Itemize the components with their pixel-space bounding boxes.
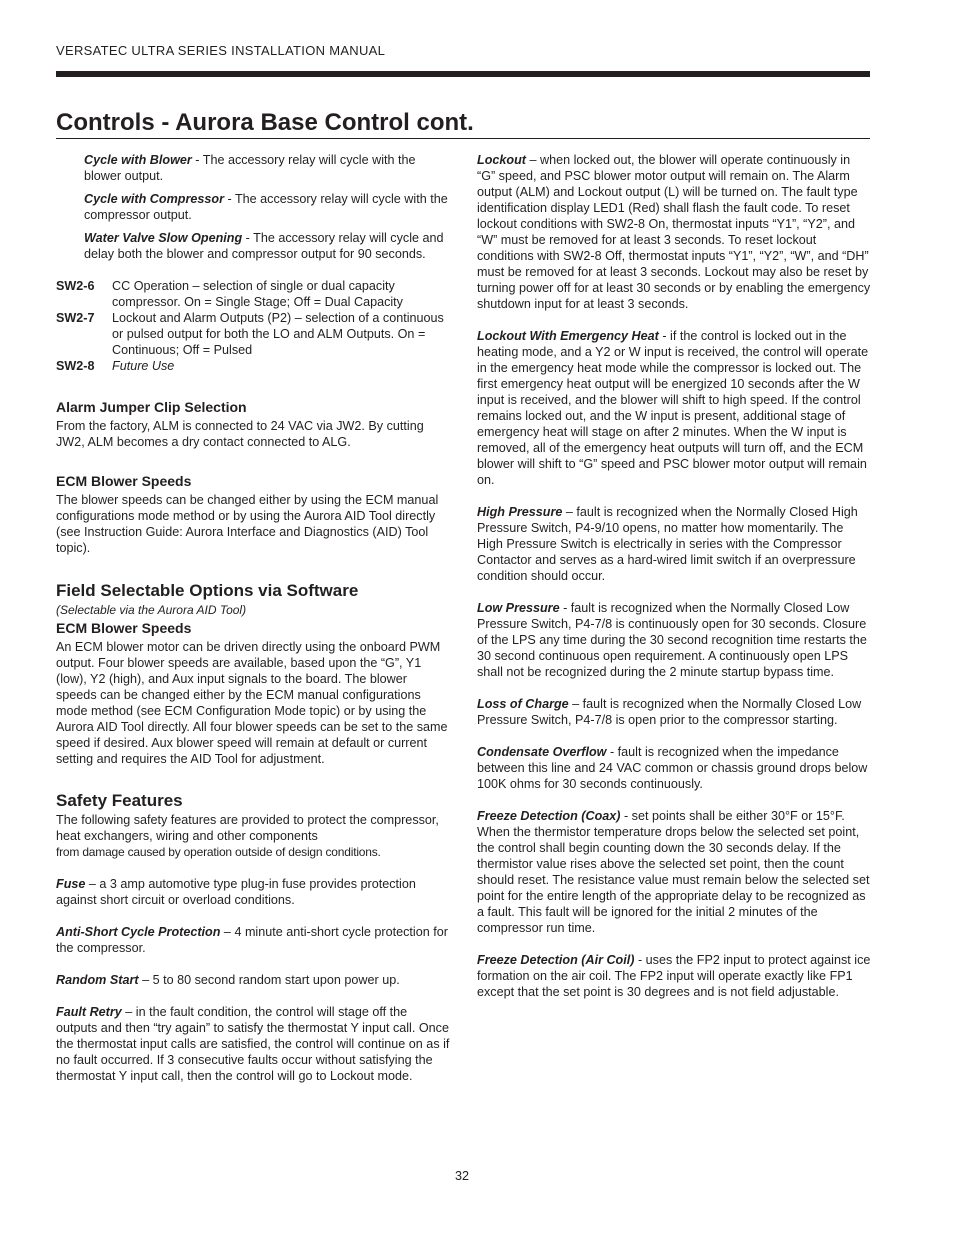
term: Anti-Short Cycle Protection	[56, 925, 221, 939]
section-heading: Alarm Jumper Clip Selection	[56, 399, 247, 415]
definition: - if the control is locked out in the heating mode, and a Y2 or W input is received, the control will operate in the emergency heat mode while the compressor is locked out. The first emergency heat output will be energized 10 seconds after the W input is received, and the blower will shift to high speed. If the control remains locked out, and the W input is present, additional stage of emergency heat will stage on after 2 minutes. When the W input is removed, all of the emergency heat outputs will turn off, and the ECM blower will shift to “G” speed and PSC blower motor output will remain on.	[477, 329, 869, 487]
definition: - fault is recognized when the impedance between this line and 24 VAC common or chassis ground drops below 100K ohms for 30 seconds continuously.	[477, 745, 868, 791]
switch-row	[56, 310, 450, 358]
feature-item	[477, 328, 871, 488]
term: Loss of Charge	[477, 697, 569, 711]
definition: - The accessory relay will cycle with the compressor output.	[84, 192, 448, 222]
feature-item	[56, 1004, 450, 1084]
term: Freeze Detection (Air Coil)	[477, 953, 635, 967]
feature-item	[477, 504, 871, 584]
definition: – fault is recognized when the Normally Closed High Pressure Switch, P4-9/10 opens, no matter how momentarily. The High Pressure Switch is electrically in series with the Compressor Contactor and serves as a hard-wired limit switch if an overpressure condition should occur.	[477, 505, 858, 583]
paragraph: The blower speeds can be changed either by using the ECM manual configurations mode method or by using the Aurora AID Tool directly (see Instruction Guide: Aurora Interface and Diagnostics (AID) Tool topic).	[56, 493, 439, 555]
term: Fault Retry	[56, 1005, 122, 1019]
page-number: 32	[454, 1169, 469, 1183]
definition: - uses the FP2 input to protect against ice formation on the air coil. The FP2 input will operate exactly like FP1 except that the set point is 30 degrees and is not field adjustable.	[477, 953, 871, 999]
feature-item	[477, 696, 871, 728]
switch-row	[56, 278, 450, 310]
feature-item	[477, 744, 871, 792]
switch-list	[56, 278, 450, 374]
accessory-item	[56, 152, 450, 184]
feature-item	[56, 972, 450, 988]
switch-desc: CC Operation – selection of single or dual capacity compressor. On = Single Stage; Off = Dual Capacity	[112, 279, 403, 309]
term: Condensate Overflow	[477, 745, 607, 759]
running-header: VERSATEC ULTRA SERIES INSTALLATION MANUAL	[56, 43, 386, 58]
term: Cycle with Blower	[84, 153, 192, 167]
term: Cycle with Compressor	[84, 192, 224, 206]
term: Low Pressure	[477, 601, 560, 615]
feature-item	[477, 152, 871, 312]
page-title: Controls - Aurora Base Control cont.	[56, 108, 870, 139]
safety-intro: The following safety features are provided to protect the compressor, heat exchangers, wiring and other components	[56, 813, 439, 843]
section-heading: Safety Features	[56, 791, 183, 810]
left-column	[56, 152, 450, 1084]
feature-item	[56, 924, 450, 956]
switch-key: SW2-6	[56, 279, 95, 293]
term: Freeze Detection (Coax)	[477, 809, 621, 823]
term: Lockout	[477, 153, 526, 167]
paragraph	[56, 812, 450, 860]
definition: – in the fault condition, the control will stage off the outputs and then “try again” to satisfy the thermostat Y input call. Once the thermostat input calls are satisfied, the control will continue on as if no fault occurred. If 3 consecutive faults occur without satisfying the thermostat Y input call, then the control will go to Lockout mode.	[56, 1005, 450, 1083]
switch-key: SW2-8	[56, 359, 95, 373]
section-heading: ECM Blower Speeds	[56, 620, 192, 636]
definition: - fault is recognized when the Normally Closed Low Pressure Switch, P4-7/8 is continuously open for 30 seconds. Closure of the LPS any time during the 30 second recognition time restarts the 30 second continuous open requirement. A continuously open LPS shall not be recognized during the 2 minute startup bypass time.	[477, 601, 867, 679]
subtitle: (Selectable via the Aurora AID Tool)	[56, 603, 247, 617]
definition: – a 3 amp automotive type plug-in fuse provides protection against short circuit or overload conditions.	[56, 877, 416, 907]
section-heading: ECM Blower Speeds	[56, 473, 192, 489]
paragraph: An ECM blower motor can be driven directly using the onboard PWM output. Four blower speeds are available, based upon the “G”, Y1 (low), Y2 (high), and Aux input signals to the board. The blower speeds can be changed either by the ECM manual configurations mode method (see ECM Configuration Mode topic) or by using the Aurora AID Tool directly. All four blower speeds can be set to the same speed if desired. Aux blower speed will remain at default or current setting and requires the AID Tool for adjustment.	[56, 640, 448, 766]
definition: – when locked out, the blower will operate continuously in “G” speed, and PSC blower motor output will remain on. The Alarm output (ALM) and Lockout output (L) will be turned on. The fault type identification display LED1 (Red) shall flash the fault code. To reset lockout conditions with SW2-8 On, thermostat inputs “Y1”, “Y2”, and “W” must be removed for at least 3 seconds. To reset lockout conditions with SW2-8 Off, thermostat inputs “Y1”, “Y2”, “W”, and “DH” must be removed for at least 3 seconds. Lockout may also be reset by turning power off for at least 30 seconds or by enabling the emergency shutdown input for at least 3 seconds.	[477, 153, 871, 311]
definition: - set points shall be either 30°F or 15°F. When the thermistor temperature drops below the selected set point, the control shall begin counting down the 30 seconds delay. If the thermistor value rises above the selected set point, then the count should reset. The resistance value must remain below the selected set point for the entire length of the appropriate delay to be recognized as a fault. This fault will be ignored for the initial 2 minutes of the compressor run time.	[477, 809, 870, 935]
definition: - The accessory relay will cycle with the blower output.	[84, 153, 416, 183]
section-heading: Field Selectable Options via Software	[56, 581, 359, 600]
feature-item	[477, 952, 871, 1000]
switch-key: SW2-7	[56, 311, 95, 325]
term: Lockout With Emergency Heat	[477, 329, 659, 343]
switch-desc: Future Use	[112, 359, 175, 373]
feature-item	[477, 808, 871, 936]
header-rule	[56, 71, 870, 77]
paragraph: From the factory, ALM is connected to 24 VAC via JW2. By cutting JW2, ALM becomes a dry contact connected to ALG.	[56, 419, 424, 449]
accessory-item	[56, 191, 450, 223]
accessory-item	[56, 230, 450, 262]
term: Water Valve Slow Opening	[84, 231, 243, 245]
definition: - The accessory relay will cycle and delay both the blower and compressor output for 90 seconds.	[84, 231, 444, 261]
definition: – fault is recognized when the Normally Closed Low Pressure Switch, P4-7/8 is open prior to the compressor starting.	[477, 697, 862, 727]
term: High Pressure	[477, 505, 563, 519]
definition: – 4 minute anti-short cycle protection for the compressor.	[56, 925, 448, 955]
switch-row	[56, 358, 450, 374]
safety-intro: from damage caused by operation outside of design conditions.	[56, 845, 381, 859]
feature-item	[56, 876, 450, 908]
definition: – 5 to 80 second random start upon power up.	[138, 973, 400, 987]
feature-item	[477, 600, 871, 680]
term: Random Start	[56, 973, 139, 987]
right-column	[477, 152, 871, 1000]
switch-desc: Lockout and Alarm Outputs (P2) – selection of a continuous or pulsed output for both the LO and ALM Outputs. On = Continuous; Off = Pulsed	[112, 311, 444, 357]
term: Fuse	[56, 877, 86, 891]
